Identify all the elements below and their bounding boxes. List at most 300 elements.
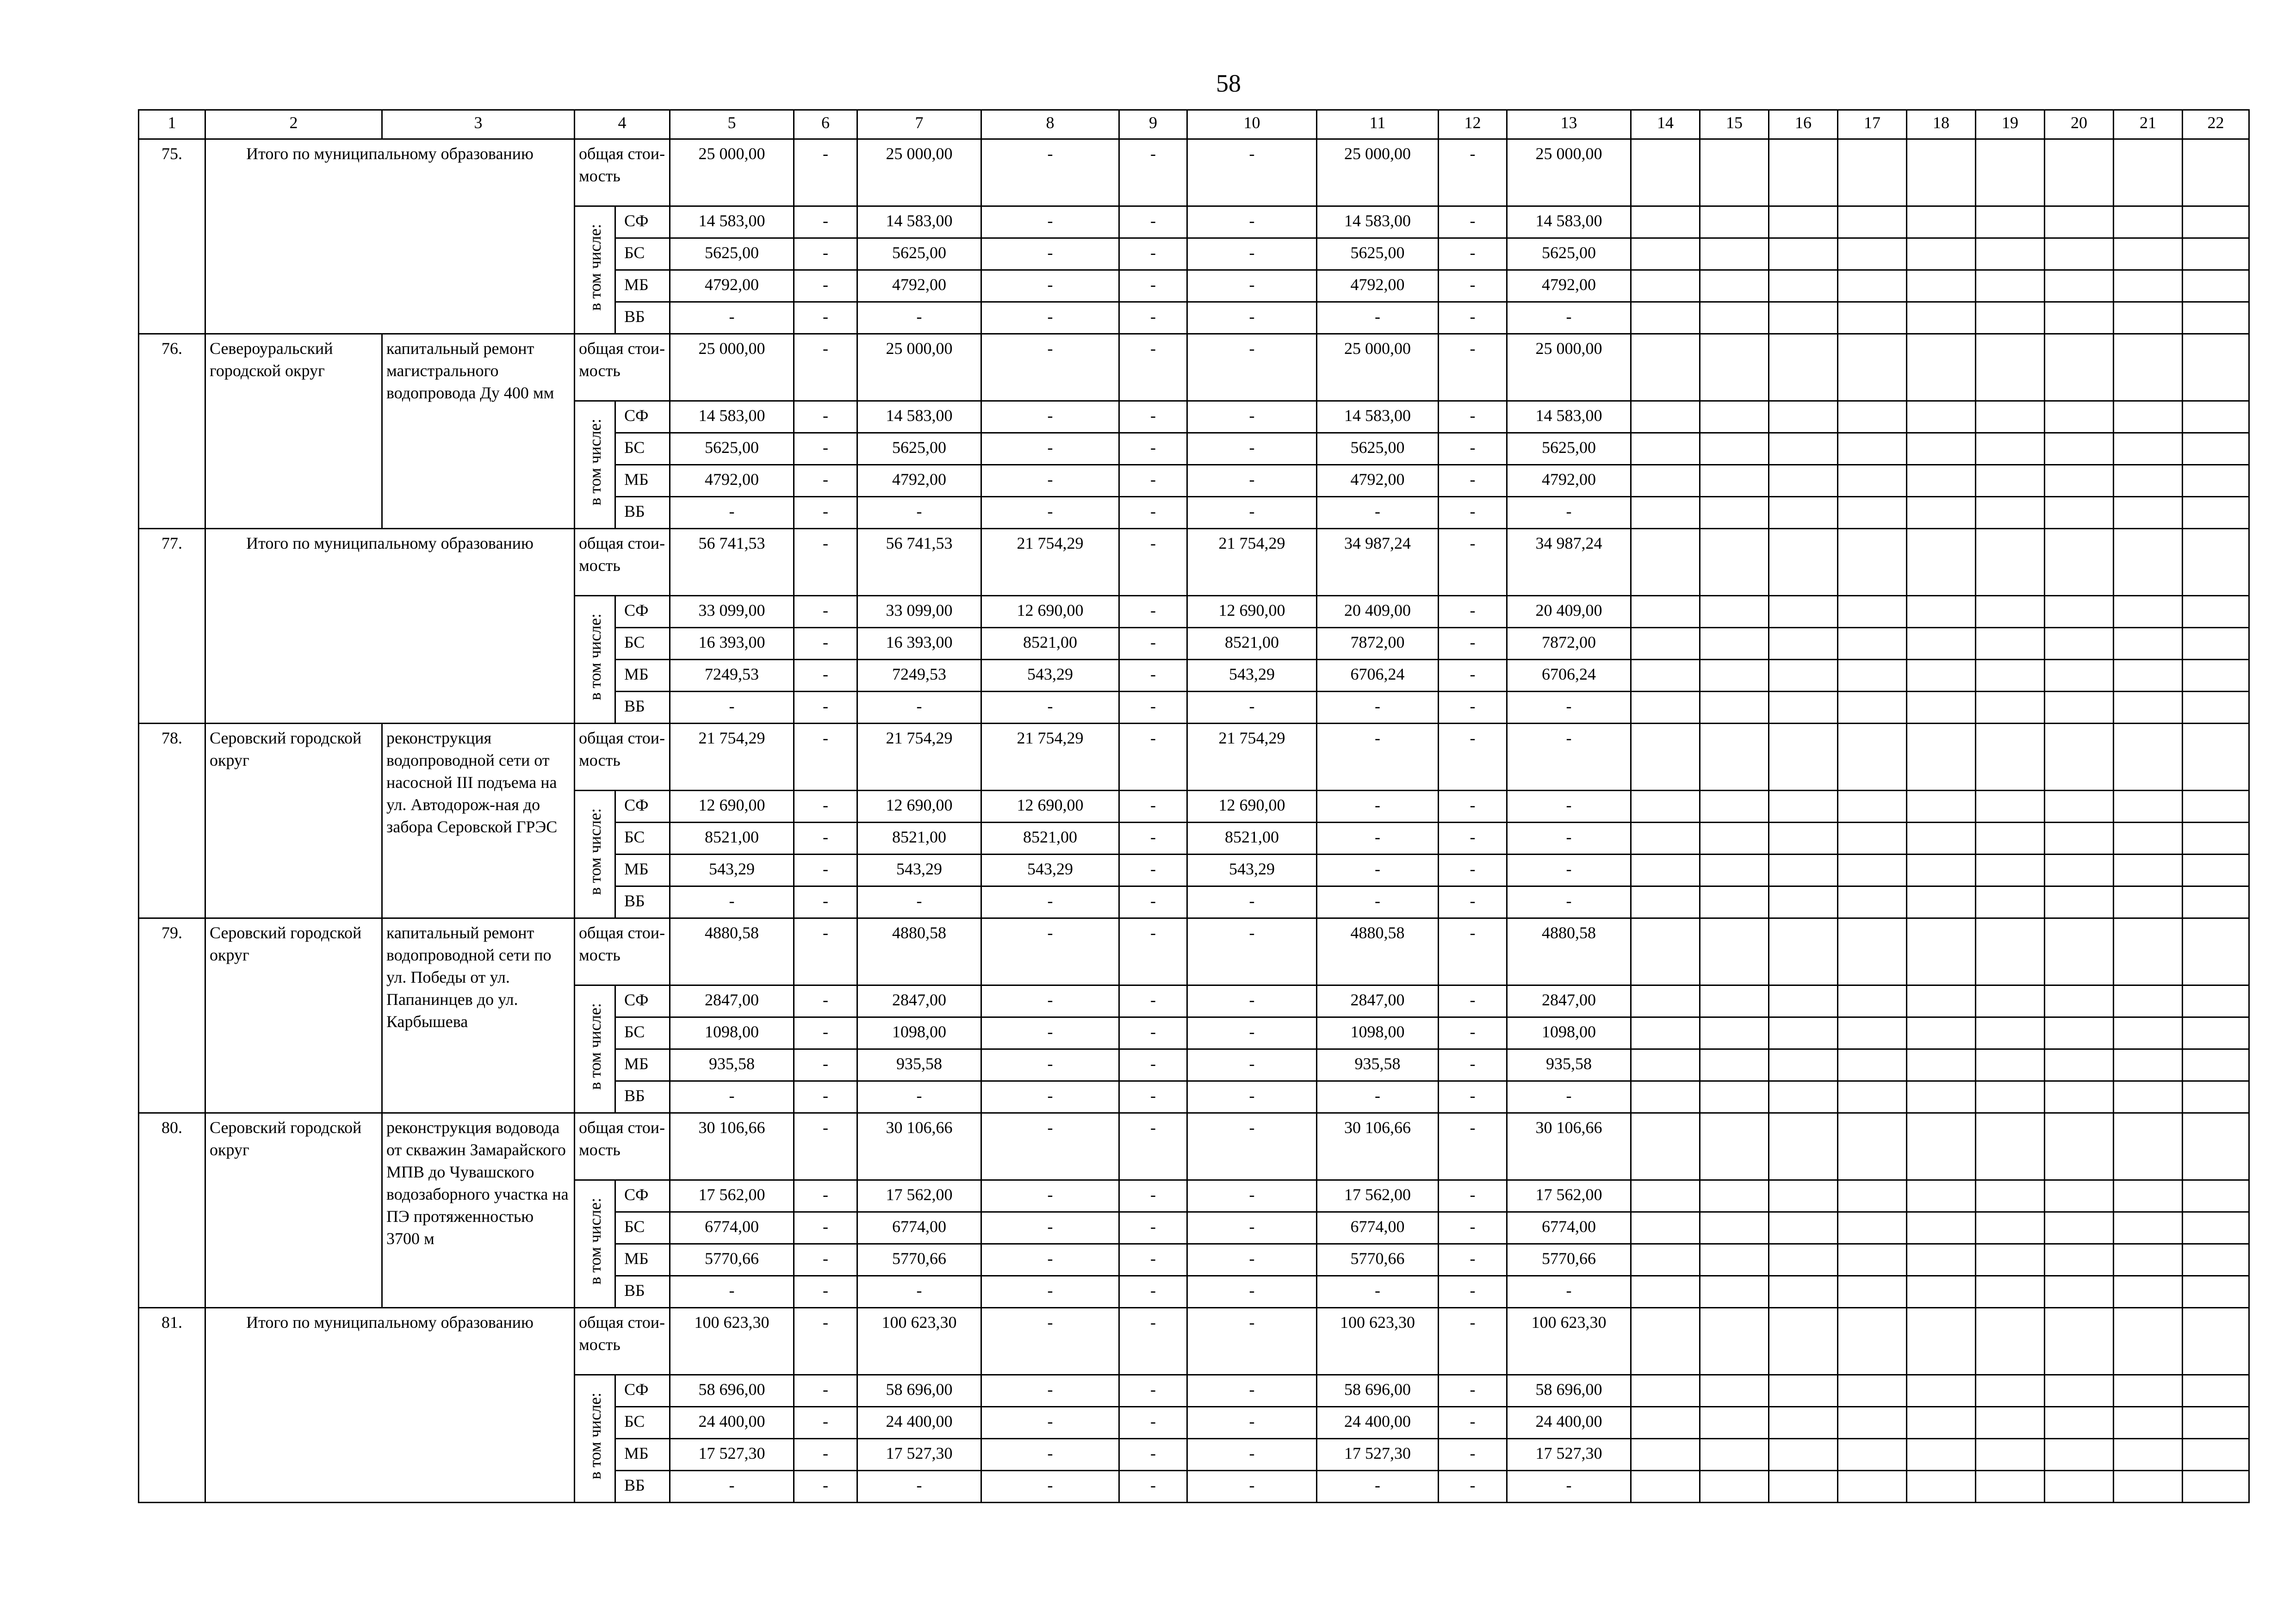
empty-cell: [2045, 1212, 2114, 1244]
empty-cell: [1907, 433, 1976, 465]
empty-cell: [1907, 985, 1976, 1017]
empty-cell: [1769, 628, 1838, 660]
header-row: [139, 110, 2249, 139]
empty-cell: [1838, 334, 1907, 401]
empty-cell: [2183, 1375, 2249, 1407]
value-cell: -: [1119, 1017, 1187, 1049]
source-label: СФ: [615, 1180, 670, 1212]
empty-cell: [2114, 206, 2183, 238]
source-label: СФ: [615, 596, 670, 628]
value-cell: -: [1439, 401, 1507, 433]
value-cell: 34 987,24: [1507, 529, 1631, 596]
empty-cell: [1700, 1017, 1769, 1049]
empty-cell: [1700, 886, 1769, 918]
empty-cell: [1907, 1081, 1976, 1113]
value-cell: -: [1317, 692, 1439, 724]
empty-cell: [1631, 791, 1700, 823]
empty-cell: [2183, 529, 2249, 596]
value-cell: 100 623,30: [857, 1308, 981, 1375]
source-label: СФ: [615, 401, 670, 433]
value-cell: -: [794, 1081, 857, 1113]
value-cell: -: [1119, 692, 1187, 724]
empty-cell: [1769, 855, 1838, 886]
value-cell: -: [1439, 1049, 1507, 1081]
value-cell: 25 000,00: [1507, 334, 1631, 401]
value-cell: -: [670, 1081, 794, 1113]
value-cell: 14 583,00: [1507, 401, 1631, 433]
source-label: ВБ: [615, 886, 670, 918]
including-text: в том числе:: [585, 1197, 604, 1285]
value-cell: 12 690,00: [857, 791, 981, 823]
empty-cell: [1769, 1017, 1838, 1049]
empty-cell: [1907, 1049, 1976, 1081]
empty-cell: [1907, 465, 1976, 497]
value-cell: -: [1439, 1276, 1507, 1308]
value-cell: 20 409,00: [1507, 596, 1631, 628]
value-cell: -: [1439, 1017, 1507, 1049]
value-cell: -: [794, 660, 857, 692]
empty-cell: [2114, 1407, 2183, 1439]
value-cell: 24 400,00: [1507, 1407, 1631, 1439]
column-header: 17: [1838, 110, 1907, 139]
column-header: 8: [981, 110, 1119, 139]
empty-cell: [1838, 692, 1907, 724]
value-cell: -: [1439, 1439, 1507, 1471]
empty-cell: [1631, 823, 1700, 855]
empty-cell: [2183, 1212, 2249, 1244]
value-cell: -: [1507, 791, 1631, 823]
empty-cell: [1631, 206, 1700, 238]
including-label: [575, 1180, 615, 1308]
value-cell: 4880,58: [1507, 918, 1631, 985]
empty-cell: [1838, 660, 1907, 692]
empty-cell: [1976, 238, 2045, 270]
value-cell: -: [1187, 1471, 1317, 1503]
column-header: 2: [205, 110, 382, 139]
empty-cell: [2045, 1276, 2114, 1308]
source-label: ВБ: [615, 1081, 670, 1113]
empty-cell: [2045, 918, 2114, 985]
empty-cell: [1907, 628, 1976, 660]
including-label: [575, 985, 615, 1113]
empty-cell: [1631, 1308, 1700, 1375]
empty-cell: [1976, 628, 2045, 660]
empty-cell: [1631, 886, 1700, 918]
empty-cell: [1631, 855, 1700, 886]
empty-cell: [1976, 497, 2045, 529]
empty-cell: [1976, 1308, 2045, 1375]
value-cell: -: [1119, 918, 1187, 985]
empty-cell: [1769, 1081, 1838, 1113]
empty-cell: [1838, 1308, 1907, 1375]
value-cell: -: [794, 985, 857, 1017]
empty-cell: [1976, 1081, 2045, 1113]
value-cell: -: [670, 1471, 794, 1503]
value-cell: 33 099,00: [670, 596, 794, 628]
empty-cell: [1838, 628, 1907, 660]
empty-cell: [1838, 823, 1907, 855]
column-header: 18: [1907, 110, 1976, 139]
empty-cell: [2045, 1244, 2114, 1276]
empty-cell: [2045, 1113, 2114, 1180]
value-cell: -: [1507, 497, 1631, 529]
empty-cell: [1907, 1276, 1976, 1308]
value-cell: 21 754,29: [981, 529, 1119, 596]
value-cell: -: [1119, 529, 1187, 596]
value-cell: -: [670, 302, 794, 334]
value-cell: -: [1119, 628, 1187, 660]
general-cost-label: общая стои-мость: [575, 529, 670, 596]
value-cell: 12 690,00: [981, 596, 1119, 628]
empty-cell: [2114, 985, 2183, 1017]
empty-cell: [1838, 238, 1907, 270]
value-cell: 12 690,00: [1187, 791, 1317, 823]
empty-cell: [1700, 628, 1769, 660]
empty-cell: [2114, 1375, 2183, 1407]
value-cell: 14 583,00: [1507, 206, 1631, 238]
value-cell: -: [1439, 302, 1507, 334]
value-cell: -: [794, 1439, 857, 1471]
value-cell: -: [1507, 724, 1631, 791]
value-cell: 58 696,00: [1507, 1375, 1631, 1407]
empty-cell: [1769, 529, 1838, 596]
value-cell: -: [794, 497, 857, 529]
value-cell: 4880,58: [670, 918, 794, 985]
value-cell: 17 527,30: [857, 1439, 981, 1471]
empty-cell: [2114, 596, 2183, 628]
empty-cell: [2183, 334, 2249, 401]
value-cell: -: [794, 692, 857, 724]
empty-cell: [2045, 791, 2114, 823]
empty-cell: [1907, 823, 1976, 855]
empty-cell: [1700, 823, 1769, 855]
value-cell: 935,58: [670, 1049, 794, 1081]
value-cell: 6706,24: [1507, 660, 1631, 692]
value-cell: 4792,00: [1507, 465, 1631, 497]
value-cell: 6774,00: [670, 1212, 794, 1244]
empty-cell: [2183, 791, 2249, 823]
empty-cell: [1631, 1439, 1700, 1471]
empty-cell: [2114, 433, 2183, 465]
value-cell: 5625,00: [857, 238, 981, 270]
including-text: в том числе:: [585, 808, 604, 895]
empty-cell: [1700, 139, 1769, 206]
source-label: МБ: [615, 660, 670, 692]
empty-cell: [2183, 823, 2249, 855]
empty-cell: [1700, 724, 1769, 791]
value-cell: -: [794, 1276, 857, 1308]
municipality-name: Серовский городской округ: [205, 724, 382, 918]
value-cell: -: [1119, 401, 1187, 433]
empty-cell: [2045, 302, 2114, 334]
row-number: 77.: [139, 529, 205, 724]
empty-cell: [1907, 596, 1976, 628]
row-number: 78.: [139, 724, 205, 918]
empty-cell: [1838, 433, 1907, 465]
value-cell: -: [1119, 1308, 1187, 1375]
value-cell: 8521,00: [981, 823, 1119, 855]
empty-cell: [2114, 1276, 2183, 1308]
empty-cell: [1700, 1081, 1769, 1113]
empty-cell: [1700, 1276, 1769, 1308]
value-cell: -: [1119, 1407, 1187, 1439]
empty-cell: [1976, 1049, 2045, 1081]
empty-cell: [1976, 1439, 2045, 1471]
empty-cell: [2183, 139, 2249, 206]
value-cell: -: [1507, 823, 1631, 855]
empty-cell: [1769, 1375, 1838, 1407]
object-description: реконструкция водопроводной сети от насосной III подъема на ул. Автодорож-ная до забора Серовской ГРЭС: [382, 724, 575, 918]
empty-cell: [1976, 206, 2045, 238]
value-cell: -: [794, 433, 857, 465]
empty-cell: [1838, 1212, 1907, 1244]
empty-cell: [2045, 1308, 2114, 1375]
value-cell: -: [1119, 823, 1187, 855]
value-cell: -: [794, 1180, 857, 1212]
empty-cell: [1769, 1308, 1838, 1375]
empty-cell: [1700, 529, 1769, 596]
value-cell: 543,29: [981, 660, 1119, 692]
empty-cell: [1700, 270, 1769, 302]
empty-cell: [1769, 596, 1838, 628]
value-cell: -: [981, 1244, 1119, 1276]
value-cell: -: [1317, 886, 1439, 918]
value-cell: -: [1187, 206, 1317, 238]
empty-cell: [1631, 465, 1700, 497]
value-cell: -: [1317, 823, 1439, 855]
empty-cell: [1976, 855, 2045, 886]
empty-cell: [2045, 1017, 2114, 1049]
value-cell: 4792,00: [1317, 465, 1439, 497]
empty-cell: [2183, 985, 2249, 1017]
empty-cell: [2183, 206, 2249, 238]
empty-cell: [2114, 401, 2183, 433]
empty-cell: [1976, 596, 2045, 628]
empty-cell: [1907, 302, 1976, 334]
empty-cell: [1838, 465, 1907, 497]
value-cell: -: [794, 206, 857, 238]
column-header: 5: [670, 110, 794, 139]
value-cell: -: [1187, 692, 1317, 724]
empty-cell: [2045, 855, 2114, 886]
value-cell: -: [1119, 334, 1187, 401]
value-cell: 14 583,00: [1317, 206, 1439, 238]
value-cell: 2847,00: [1317, 985, 1439, 1017]
value-cell: -: [1439, 1471, 1507, 1503]
empty-cell: [1907, 724, 1976, 791]
value-cell: -: [670, 886, 794, 918]
value-cell: -: [1439, 918, 1507, 985]
empty-cell: [1976, 1471, 2045, 1503]
value-cell: -: [981, 206, 1119, 238]
empty-cell: [1976, 433, 2045, 465]
empty-cell: [1631, 401, 1700, 433]
value-cell: 30 106,66: [1317, 1113, 1439, 1180]
empty-cell: [1769, 1113, 1838, 1180]
row-number: 79.: [139, 918, 205, 1113]
value-cell: -: [1187, 985, 1317, 1017]
value-cell: -: [1187, 1081, 1317, 1113]
value-cell: 5625,00: [857, 433, 981, 465]
empty-cell: [1700, 238, 1769, 270]
value-cell: -: [1439, 1244, 1507, 1276]
value-cell: 12 690,00: [670, 791, 794, 823]
budget-table: [138, 109, 2250, 1503]
empty-cell: [2045, 886, 2114, 918]
value-cell: 6706,24: [1317, 660, 1439, 692]
value-cell: -: [981, 1113, 1119, 1180]
empty-cell: [1769, 1471, 1838, 1503]
empty-cell: [1631, 1049, 1700, 1081]
value-cell: 1098,00: [670, 1017, 794, 1049]
empty-cell: [1769, 465, 1838, 497]
empty-cell: [1976, 886, 2045, 918]
empty-cell: [2045, 270, 2114, 302]
value-cell: -: [1119, 791, 1187, 823]
value-cell: 100 623,30: [1507, 1308, 1631, 1375]
empty-cell: [1769, 823, 1838, 855]
empty-cell: [2045, 433, 2114, 465]
empty-cell: [1838, 1049, 1907, 1081]
column-header: 3: [382, 110, 575, 139]
empty-cell: [1976, 302, 2045, 334]
column-header: 10: [1187, 110, 1317, 139]
source-label: СФ: [615, 206, 670, 238]
value-cell: -: [1439, 1212, 1507, 1244]
source-label: МБ: [615, 1244, 670, 1276]
object-description: реконструкция водовода от скважин Замарайского МПВ до Чувашского водозаборного участка на ПЭ протяженностью 3700 м: [382, 1113, 575, 1308]
empty-cell: [1976, 724, 2045, 791]
value-cell: 1098,00: [857, 1017, 981, 1049]
empty-cell: [2045, 596, 2114, 628]
value-cell: -: [1119, 1113, 1187, 1180]
value-cell: -: [1187, 302, 1317, 334]
empty-cell: [2045, 465, 2114, 497]
empty-cell: [1976, 270, 2045, 302]
value-cell: -: [1507, 1081, 1631, 1113]
empty-cell: [1907, 529, 1976, 596]
value-cell: -: [981, 1439, 1119, 1471]
including-label: [575, 401, 615, 529]
empty-cell: [2114, 886, 2183, 918]
column-header: 1: [139, 110, 205, 139]
column-header: 16: [1769, 110, 1838, 139]
value-cell: -: [981, 1407, 1119, 1439]
empty-cell: [2183, 1113, 2249, 1180]
empty-cell: [1769, 724, 1838, 791]
value-cell: -: [981, 1180, 1119, 1212]
empty-cell: [2114, 1180, 2183, 1212]
empty-cell: [1631, 1017, 1700, 1049]
table-row: [139, 139, 2249, 206]
value-cell: -: [1119, 985, 1187, 1017]
empty-cell: [2183, 1471, 2249, 1503]
empty-cell: [1976, 1375, 2045, 1407]
empty-cell: [1700, 1308, 1769, 1375]
value-cell: -: [1439, 206, 1507, 238]
value-cell: -: [794, 1308, 857, 1375]
value-cell: -: [794, 724, 857, 791]
value-cell: -: [1187, 1017, 1317, 1049]
value-cell: 5770,66: [1317, 1244, 1439, 1276]
general-cost-label: общая стои-мость: [575, 724, 670, 791]
value-cell: 8521,00: [1187, 628, 1317, 660]
value-cell: -: [1439, 1180, 1507, 1212]
empty-cell: [2183, 1276, 2249, 1308]
empty-cell: [2183, 918, 2249, 985]
source-label: БС: [615, 1407, 670, 1439]
empty-cell: [1769, 692, 1838, 724]
value-cell: -: [981, 401, 1119, 433]
value-cell: -: [981, 334, 1119, 401]
value-cell: 100 623,30: [670, 1308, 794, 1375]
value-cell: 30 106,66: [670, 1113, 794, 1180]
empty-cell: [1976, 823, 2045, 855]
value-cell: -: [857, 886, 981, 918]
value-cell: -: [1317, 1081, 1439, 1113]
value-cell: -: [1439, 1081, 1507, 1113]
general-cost-label: общая стои-мость: [575, 918, 670, 985]
empty-cell: [1700, 334, 1769, 401]
empty-cell: [2114, 1308, 2183, 1375]
empty-cell: [1907, 497, 1976, 529]
empty-cell: [1631, 1212, 1700, 1244]
value-cell: -: [1507, 692, 1631, 724]
empty-cell: [1838, 529, 1907, 596]
value-cell: 8521,00: [670, 823, 794, 855]
value-cell: 25 000,00: [1507, 139, 1631, 206]
value-cell: 17 562,00: [670, 1180, 794, 1212]
empty-cell: [1976, 1407, 2045, 1439]
value-cell: 8521,00: [981, 628, 1119, 660]
value-cell: 25 000,00: [670, 139, 794, 206]
value-cell: 14 583,00: [857, 206, 981, 238]
value-cell: -: [670, 497, 794, 529]
empty-cell: [2045, 628, 2114, 660]
empty-cell: [2183, 1180, 2249, 1212]
value-cell: -: [1317, 1471, 1439, 1503]
empty-cell: [2183, 692, 2249, 724]
value-cell: 34 987,24: [1317, 529, 1439, 596]
value-cell: -: [1119, 302, 1187, 334]
empty-cell: [2183, 596, 2249, 628]
value-cell: -: [670, 1276, 794, 1308]
value-cell: -: [1439, 660, 1507, 692]
value-cell: -: [670, 692, 794, 724]
empty-cell: [2045, 692, 2114, 724]
empty-cell: [1700, 660, 1769, 692]
value-cell: -: [981, 497, 1119, 529]
source-label: ВБ: [615, 1471, 670, 1503]
value-cell: -: [1187, 1439, 1317, 1471]
value-cell: -: [981, 1049, 1119, 1081]
empty-cell: [1631, 238, 1700, 270]
value-cell: -: [981, 465, 1119, 497]
general-cost-label: общая стои-мость: [575, 139, 670, 206]
value-cell: -: [1439, 596, 1507, 628]
value-cell: -: [1119, 886, 1187, 918]
empty-cell: [1838, 139, 1907, 206]
value-cell: -: [794, 1017, 857, 1049]
value-cell: -: [981, 886, 1119, 918]
value-cell: -: [1317, 724, 1439, 791]
value-cell: 7872,00: [1507, 628, 1631, 660]
value-cell: -: [1119, 139, 1187, 206]
empty-cell: [2183, 660, 2249, 692]
value-cell: 1098,00: [1317, 1017, 1439, 1049]
empty-cell: [1631, 1081, 1700, 1113]
value-cell: -: [794, 1244, 857, 1276]
